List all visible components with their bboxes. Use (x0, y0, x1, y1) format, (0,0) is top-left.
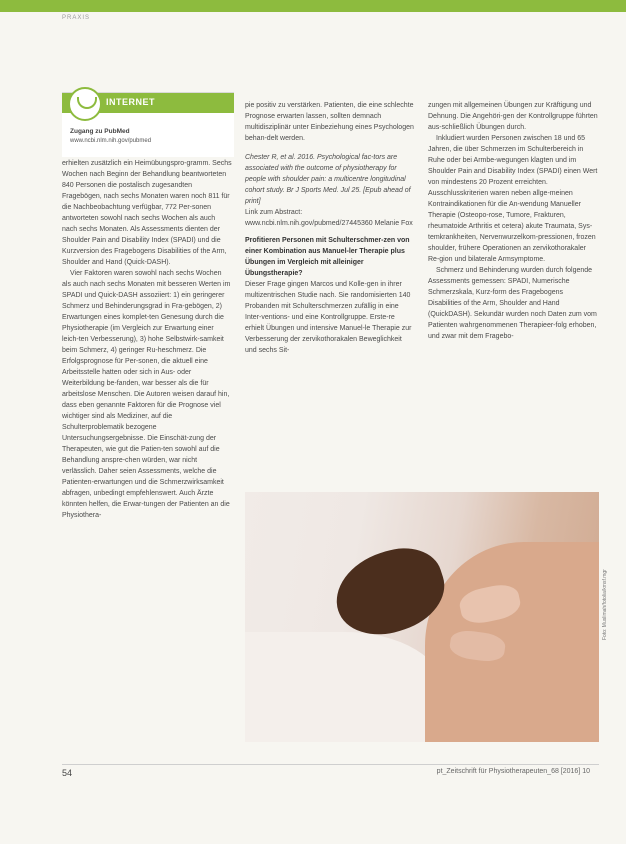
section-label: PRAXIS (62, 15, 91, 21)
internet-box-url[interactable]: www.ncbi.nlm.nih.gov/pubmed (70, 138, 152, 144)
col2-link[interactable]: Link zum Abstract: www.ncbi.nlm.nih.gov/pubmed/27445360 Melanie Fox (245, 209, 413, 227)
internet-box-line1: Zugang zu PubMed (70, 128, 130, 135)
page-number: 54 (62, 768, 73, 778)
photo-credit: Foto: Muslimah/fotolia/kmsf.mgr (602, 569, 608, 640)
col2-intro: pie positiv zu verstärken. Patienten, die eine schlechte Prognose erwarten lassen, sollten demnach multidisziplinär unter Einbeziehung eines Psychologen behan-delt werden. (245, 102, 414, 142)
col2-body: Dieser Frage gingen Marcos und Kolle-gen in ihrer multizentrischen Studie nach. Sie randomisierten 140 Probanden mit Schulterschmerzen zufällig in eine Inter-ventions- und eine Kontrollgruppe. Erste-re erhielt Übungen und intensive Manuel-le Therapie zur Verbesserung der zervikothorakalen Beweglichkeit und sechs Sit- (245, 281, 412, 354)
col3-paragraph-2: Inkludiert wurden Personen zwischen 18 und 65 Jahren, die über Schmerzen im Schulterbereich in Ruhe oder bei Armbe-wegungen klagten und im Shoulder Pain and Disability Index (SPADI) einen Wert von mindestens 20 Prozent erreichten. Ausschlusskriterien waren neben allge-meinen Kontraindikationen für die An-wendung Manueller Therapie (Osteopo-rose, Tumore, Frakturen, rheumatoide Arthritis et cetera) akute Traumata, Sys-temkrankheiten, Nervenwurzelkom-pressionen, frozen shoulder, frühere Operationen an zervikothorakaler Re-gion und bilaterale Armsymptome. (428, 135, 598, 263)
column-3 (428, 100, 598, 342)
footer-divider (62, 764, 599, 765)
col1-paragraph-2: Vier Faktoren waren sowohl nach sechs Wochen als auch nach sechs Monaten mit besseren Werten im SPADI und Quick-DASH assoziiert: 1) ein geringerer Schmerz und Behinderungsgrad in Fra-gebögen, 2) Erwartungen eines komplet-ten Genesung durch die Physiotherapie (im Vergleich zur Erwartung einer leich-ten Verbesserung), 3) hohe Selbstwirk-samkeit beim Schmerz, 4) geringer Ru-heschmerz. Die Erfolgsprognose für Per-sonen, die aktuell eine Arbeitsstelle hatten oder sich in Aus- oder Weiterbildung be-fanden, war besser als die für arbeitslose Menschen. Die Autoren weisen darauf hin, dass eben genannte Faktoren für die Prognose viel wichtiger sind als Mediziner, auf die Schulterproblematik bezogene Untersuchungsergebnisse. Die Einschät-zung der Therapeuten, wie gut die Patien-ten sowohl auf die Behandlung anspre-chen würden, war nicht verlässlich. Daher seien Assessments, welche die Patienten-erwartungen und die Schmerzwirksamkeit abfragen, unbedingt empfehlenswert. Auch Ärzte könnten helfen, die Erwar-tungen der Patienten an die Physiothera- (62, 270, 231, 519)
journal-footer: pt_Zeitschrift für Physiotherapeuten_68 [2016] 10 (436, 768, 590, 775)
col2-citation: Chester R, et al. 2016. Psychological fac-tors are associated with the outcome of physiotherapy for people with shoulder pain: a multicentre longitudinal cohort study. Br J Sports Med. Jul 25. [Epub ahead of print] (245, 154, 411, 205)
col1-paragraph-1: erhielten zusätzlich ein Heimübungspro-gramm. Sechs Wochen nach Beginn der Behandlung beantworteten 840 Personen die postalisch zugesandten Fragebögen, nach sechs Monaten waren noch 811 für die Nachbeobachtung verfügbar, 772 Per-sonen antworteten sowohl nach sechs Wochen als auch nach sechs Monaten. Als Assessments dienten der Shoulder Pain and Disability Index (SPADI) und die Kurzversion des Fragebogens Disabilities of the Arm, Shoulder and Hand (Quick-DASH). (62, 160, 232, 266)
photo-towel (245, 632, 445, 742)
col2-heading: Profitieren Personen mit Schulterschmer-zen von einer Kombination aus Manuel-ler Therapie plus Übungen im Vergleich mit alleiniger Übungstherapie? (245, 237, 410, 277)
internet-box (62, 92, 234, 157)
internet-box-title: INTERNET (106, 97, 155, 107)
massage-photo (245, 492, 599, 742)
column-2 (245, 100, 415, 356)
col3-paragraph-3: Schmerz und Behinderung wurden durch folgende Assessments gemessen: SPADI, Numerische Schmerzskala, Kurz-form des Fragebogens Disabilities of the Arm, Shoulder and Hand (QuickDASH). Sekundär wurden noch Daten zum vom Patienten wahrgenommenen Therapieer-folg erhoben, und zwar mit dem Fragebo- (428, 267, 597, 340)
top-color-bar (0, 0, 626, 12)
col3-paragraph-1: zungen mit allgemeinen Übungen zur Kräftigung und Dehnung. Die Angehöri-gen der Kontrollgruppe führten aus-schließlich Übungen durch. (428, 102, 598, 131)
internet-logo-icon (68, 87, 102, 121)
column-1 (62, 158, 232, 521)
